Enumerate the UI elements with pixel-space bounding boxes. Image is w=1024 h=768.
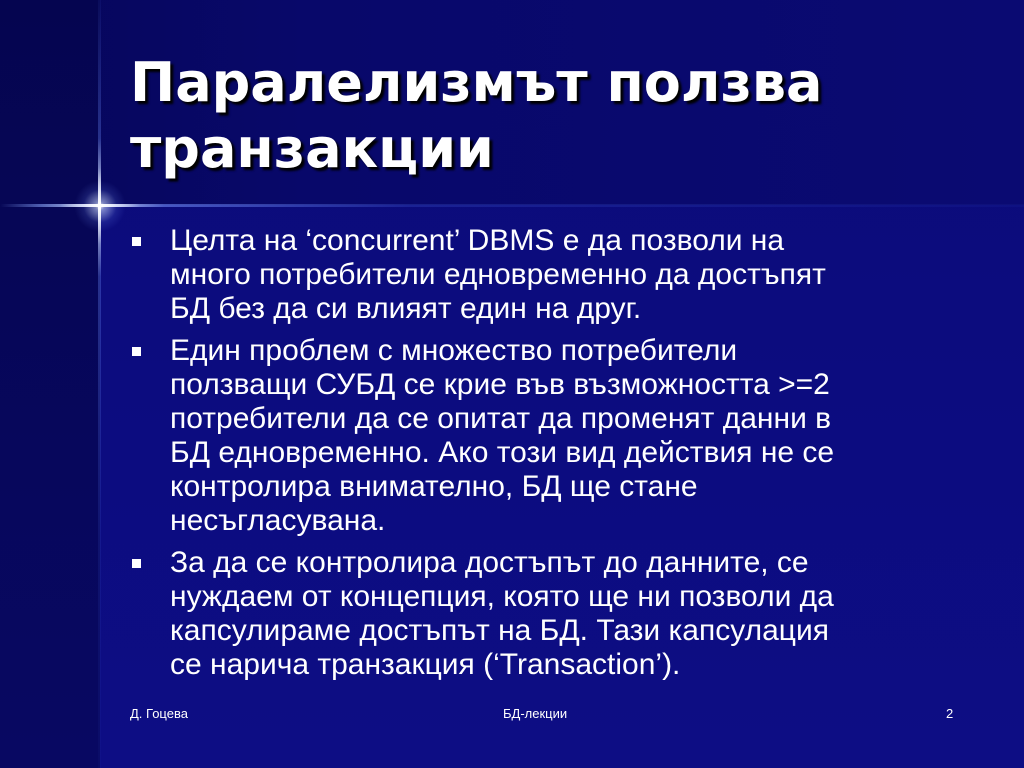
bullet-item-2 [130, 334, 960, 538]
bullet-2-line-3: потребители да се опитат да променят данни в [170, 402, 832, 435]
square-bullet-icon [132, 559, 141, 568]
square-bullet-icon [132, 237, 141, 246]
bullet-3-line-3: капсулираме достъпът на БД. Тази капсулация [170, 614, 829, 647]
star-sparkle-vertical [98, 168, 101, 244]
vertical-light-ray [98, 0, 101, 768]
footer-author: Д. Гоцева [130, 706, 188, 721]
footer-page-number: 2 [946, 706, 954, 721]
horizontal-light-ray [0, 204, 1024, 207]
bullet-item-3 [130, 546, 960, 682]
bullet-1-line-2: много потребители едновременно да достъпят [170, 258, 826, 291]
bullet-1-line-3: БД без да си влияят един на друг. [170, 292, 642, 325]
bullet-2-line-5: контролира внимателно, БД ще стане [170, 470, 698, 503]
slide-title [130, 50, 990, 182]
bullet-3-line-1: За да се контролира достъпът до данните, се [170, 546, 809, 579]
bullet-list [130, 224, 960, 690]
bullet-3-line-2: нуждаем от концепция, която ще ни позволи да [170, 580, 834, 613]
square-bullet-icon [132, 347, 141, 356]
bullet-item-1 [130, 224, 960, 326]
slide-title-line-1: Паралелизмът ползва [130, 51, 823, 114]
bullet-2-line-6: несъгласувана. [170, 504, 386, 537]
bullet-3-line-4: се нарича транзакция (‘Transaction’). [170, 648, 681, 681]
bullet-2-line-4: БД едновременно. Ако този вид действия не се [170, 436, 835, 469]
footer-course: БД-лекции [503, 706, 568, 721]
slide-title-line-2: транзакции [130, 117, 494, 180]
left-strip-background [0, 0, 100, 768]
bullet-1-line-1: Целта на ‘concurrent’ DBMS е да позволи на [170, 224, 785, 257]
bullet-2-line-1: Един проблем с множество потребители [170, 334, 738, 367]
bullet-2-line-2: ползващи СУБД се крие във възможността >=2 [170, 368, 830, 401]
